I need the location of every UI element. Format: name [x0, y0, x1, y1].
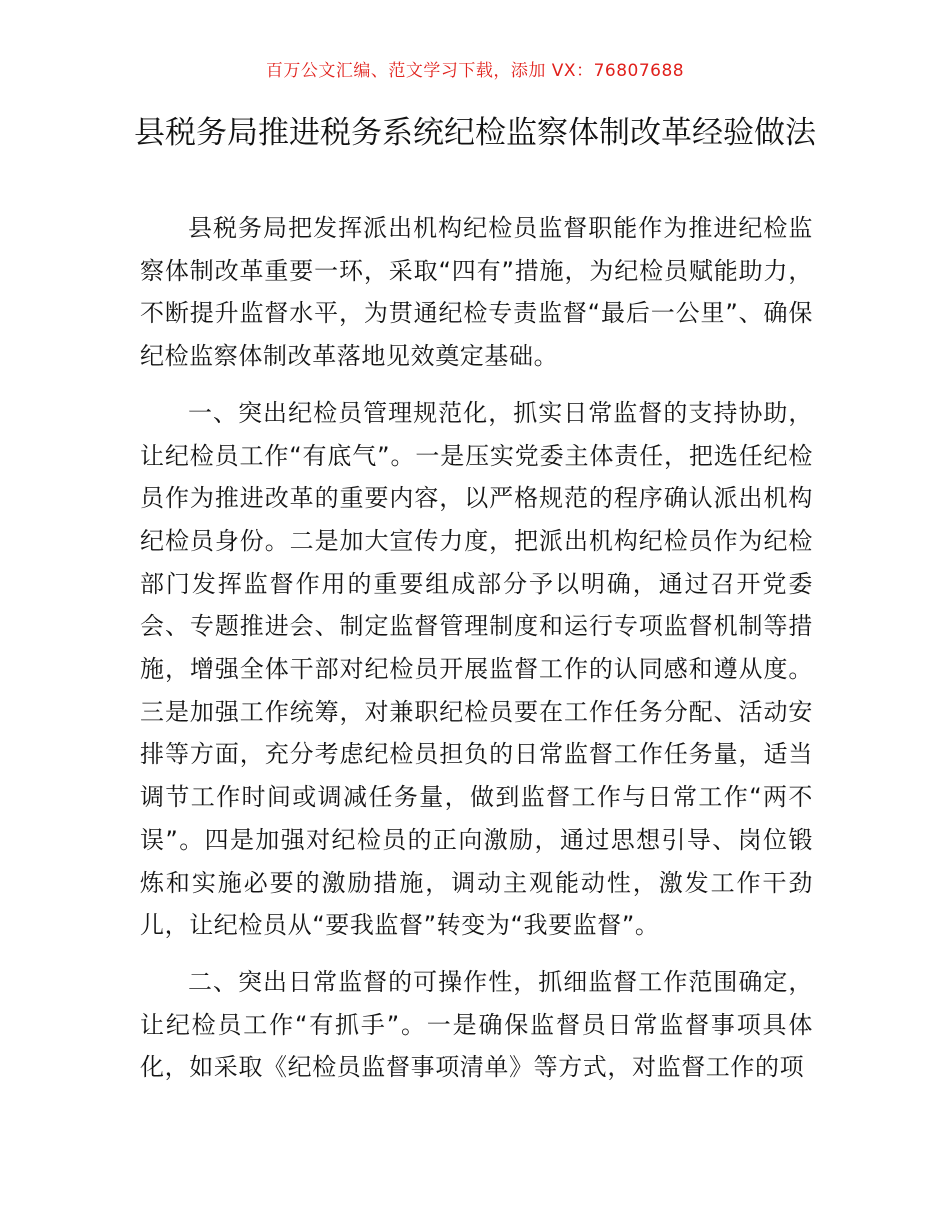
paragraph-intro: 县税务局把发挥派出机构纪检员监督职能作为推进纪检监察体制改革重要一环，采取“四有”措施，为纪检员赋能助力，不断提升监督水平，为贯通纪检专责监督“最后一公里”、确保纪检监察体制改革落地见效奠定基础。 [140, 214, 813, 371]
paragraph-section-one: 一、突出纪检员管理规范化，抓实日常监督的支持协助，让纪检员工作“有底气”。一是压实党委主体责任，把选任纪检员作为推进改革的重要内容，以严格规范的程序确认派出机构纪检员身份。二是加大宣传力度，把派出机构纪检员作为纪检部门发挥监督作用的重要组成部分予以明确，通过召开党委会、专题推进会、制定监督管理制度和运行专项监督机制等措施，增强全体干部对纪检员开展监督工作的认同感和遵从度。三是加强工作统筹，对兼职纪检员要在工作任务分配、活动安排等方面，充分考虑纪检员担负的日常监督工作任务量，适当调节工作时间或调减任务量，做到监督工作与日常工作“两不误”。四是加强对纪检员的正向激励，通过思想引导、岗位锻炼和实施必要的激励措施，调动主观能动性，激发工作干劲儿，让纪检员从“要我监督”转变为“我要监督”。 [140, 398, 813, 940]
paragraph-section-two: 二、突出日常监督的可操作性，抓细监督工作范围确定，让纪检员工作“有抓手”。一是确保监督员日常监督事项具体化，如采取《纪检员监督事项清单》等方式，对监督工作的项 [140, 967, 813, 1082]
header-watermark-note: 百万公文汇编、范文学习下载，添加 VX：76807688 [265, 61, 685, 81]
document-body [140, 207, 813, 1103]
document-title: 县税务局推进税务系统纪检监察体制改革经验做法 [134, 115, 816, 151]
